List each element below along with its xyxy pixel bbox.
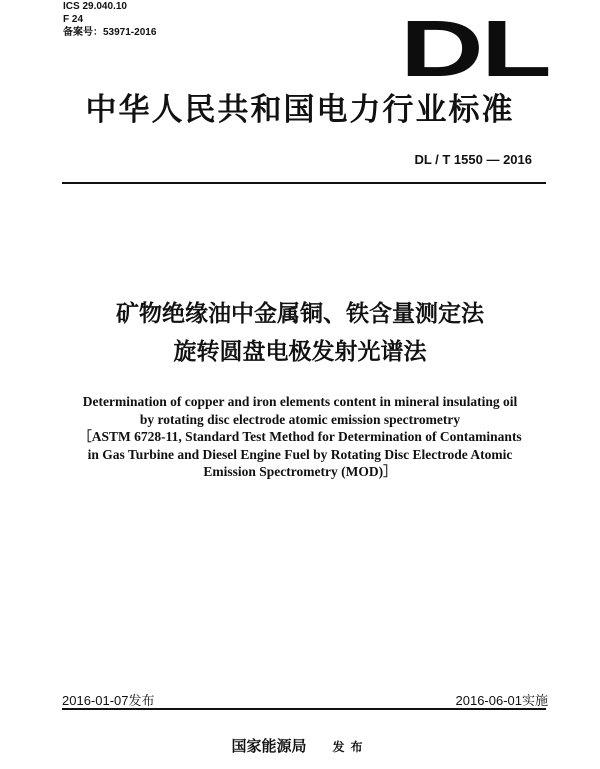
header-meta [63,0,156,39]
issue-date: 2016-01-07发布 [62,693,155,708]
record-number: 备案号：53971-2016 [63,27,157,38]
english-title-line: Determination of copper and iron elements content in mineral insulating oil [82,394,518,409]
chinese-title-line-1: 矿物绝缘油中金属铜、铁含量测定法 [116,301,484,327]
ics-code: ICS 29.040.10 [63,1,127,12]
publisher-verb: 发布 [332,740,369,754]
implementation-date: 2016-06-01实施 [455,693,548,708]
class-code: F 24 [63,14,84,25]
english-title [0,393,600,481]
standard-number: DL / T 1550 — 2016 [414,152,532,167]
header-divider [62,182,546,184]
english-title-line: by rotating disc electrode atomic emission spectrometry [139,411,461,427]
english-title-line: Emission Spectrometry (MOD)］ [203,464,397,479]
issuing-authority-title: 中华人民共和国电力行业标准 [85,92,515,128]
english-title-line: in Gas Turbine and Diesel Engine Fuel by Rotating Disc Electrode Atomic [87,446,513,462]
publisher-name: 国家能源局 [231,737,307,755]
dl-logo: DL [400,4,549,93]
chinese-title-line-2: 旋转圆盘电极发射光谱法 [173,339,427,365]
footer-divider [62,708,546,710]
publisher [0,735,600,756]
english-title-line: ［ASTM 6728-11, Standard Test Method for Determination of Contaminants [78,429,522,444]
